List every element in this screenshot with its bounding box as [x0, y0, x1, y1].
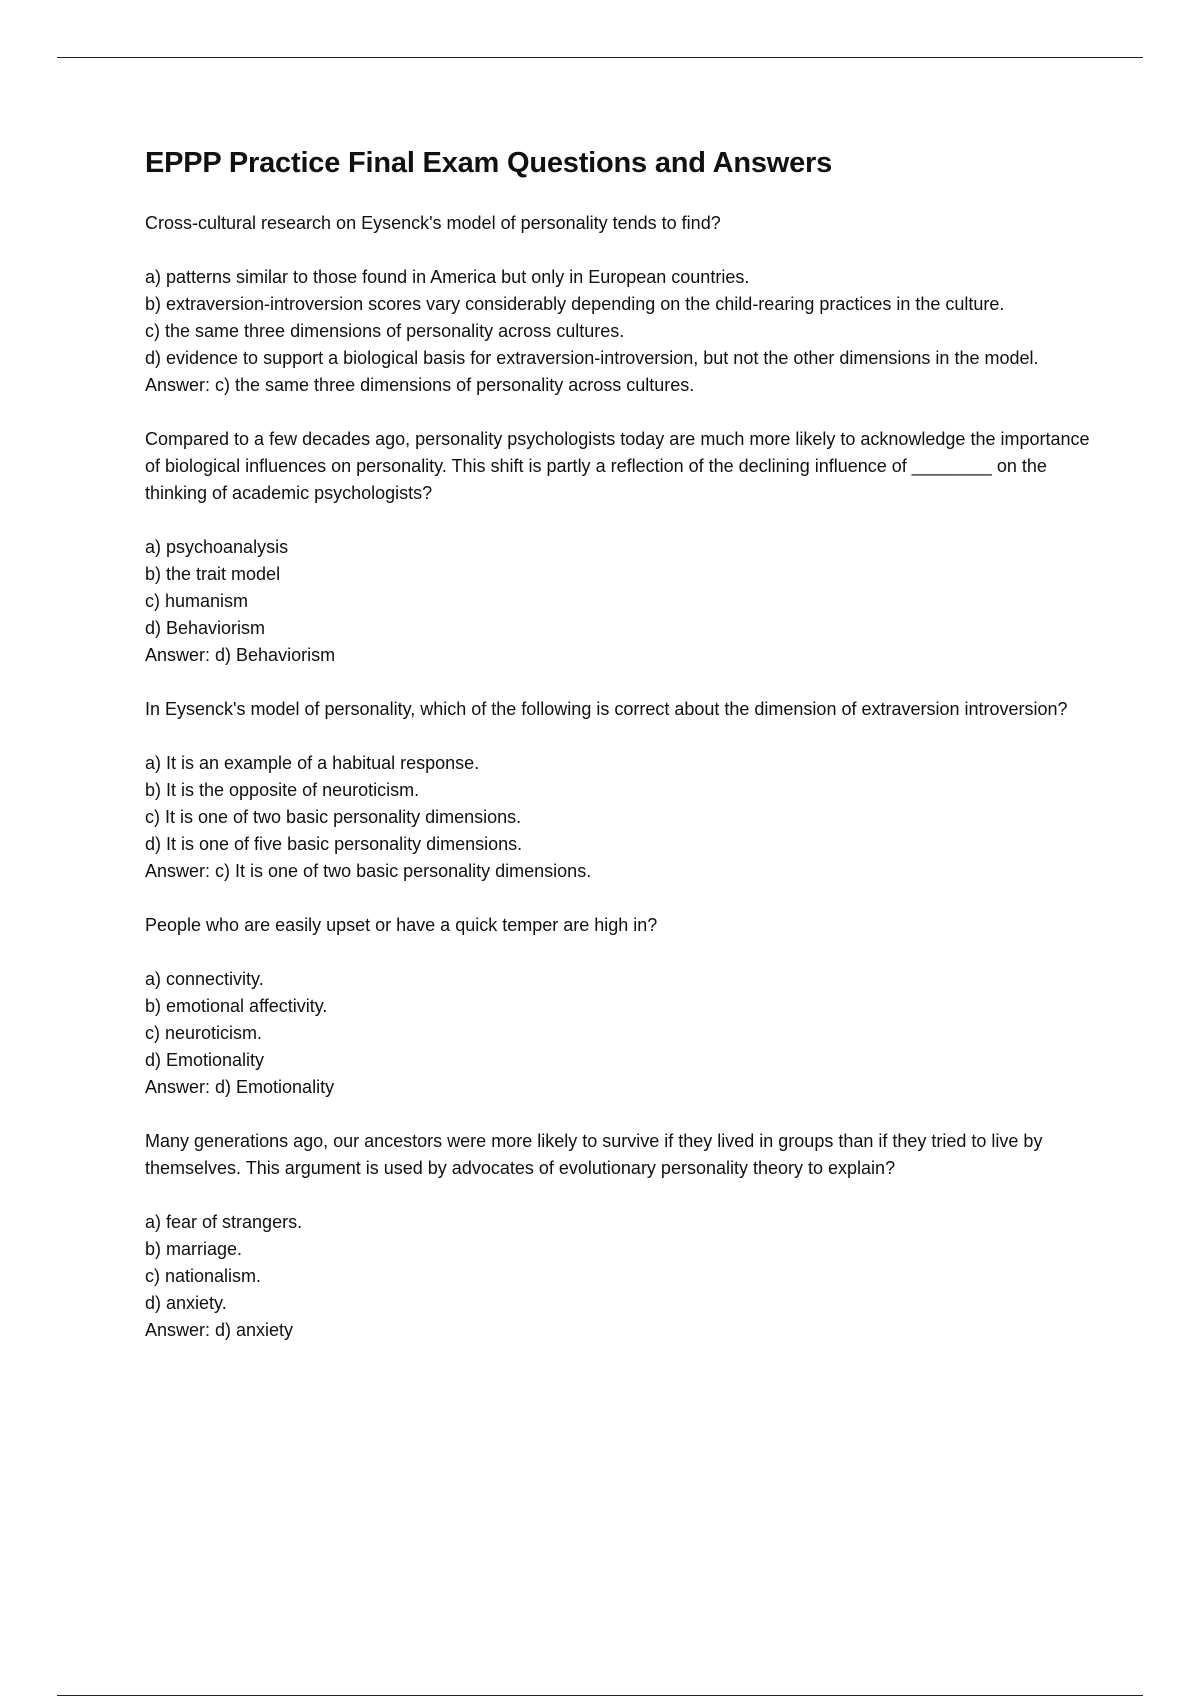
option-c: c) It is one of two basic personality dimensions.	[145, 806, 522, 827]
option-c: c) humanism	[145, 590, 249, 611]
option-c: c) neuroticism.	[145, 1022, 263, 1043]
option-c: c) nationalism.	[145, 1265, 262, 1286]
options-list	[145, 534, 1095, 642]
question-block	[145, 426, 1095, 669]
options-list	[145, 750, 1095, 858]
option-a: a) fear of strangers.	[145, 1211, 303, 1232]
option-b: b) extraversion-introversion scores vary considerably depending on the child-rearing practices in the culture.	[145, 293, 1005, 314]
question-block	[145, 912, 1095, 1101]
option-d: d) It is one of five basic personality dimensions.	[145, 833, 523, 854]
option-b: b) emotional affectivity.	[145, 995, 328, 1016]
question-text: Cross-cultural research on Eysenck's model of personality tends to find?	[145, 212, 721, 233]
option-a: a) psychoanalysis	[145, 536, 289, 557]
option-d: d) anxiety.	[145, 1292, 227, 1313]
option-a: a) patterns similar to those found in America but only in European countries.	[145, 266, 750, 287]
footer-rule	[57, 1695, 1143, 1696]
answer-text: Answer: d) Emotionality	[145, 1076, 335, 1097]
question-block	[145, 210, 1095, 399]
option-c: c) the same three dimensions of personality across cultures.	[145, 320, 625, 341]
options-list	[145, 264, 1095, 372]
option-d: d) Behaviorism	[145, 617, 266, 638]
question-text: In Eysenck's model of personality, which of the following is correct about the dimension of extraversion introversion?	[145, 698, 1068, 719]
header-rule	[57, 57, 1143, 58]
option-b: b) It is the opposite of neuroticism.	[145, 779, 420, 800]
option-d: d) Emotionality	[145, 1049, 265, 1070]
question-text: People who are easily upset or have a quick temper are high in?	[145, 914, 658, 935]
options-list	[145, 1209, 1095, 1317]
option-d: d) evidence to support a biological basis for extraversion-introversion, but not the other dimensions in the model.	[145, 347, 1039, 368]
option-a: a) connectivity.	[145, 968, 264, 989]
option-b: b) the trait model	[145, 563, 281, 584]
option-b: b) marriage.	[145, 1238, 243, 1259]
options-list	[145, 966, 1095, 1074]
question-text: Many generations ago, our ancestors were more likely to survive if they lived in groups than if they tried to live by themselves. This argument is used by advocates of evolutionary personality theory to explain?	[145, 1130, 1043, 1178]
answer-text: Answer: c) the same three dimensions of personality across cultures.	[145, 374, 695, 395]
option-a: a) It is an example of a habitual response.	[145, 752, 480, 773]
question-block	[145, 696, 1095, 885]
document-title: EPPP Practice Final Exam Questions and Answers	[145, 147, 833, 179]
answer-text: Answer: d) Behaviorism	[145, 644, 336, 665]
question-block	[145, 1128, 1095, 1344]
answer-text: Answer: d) anxiety	[145, 1319, 294, 1340]
answer-text: Answer: c) It is one of two basic personality dimensions.	[145, 860, 592, 881]
question-text: Compared to a few decades ago, personality psychologists today are much more likely to acknowledge the importance of biological influences on personality. This shift is partly a reflection of the declining influence of ________ on the thinking of academic psychologists?	[145, 428, 1090, 503]
document-body	[145, 146, 1095, 1371]
